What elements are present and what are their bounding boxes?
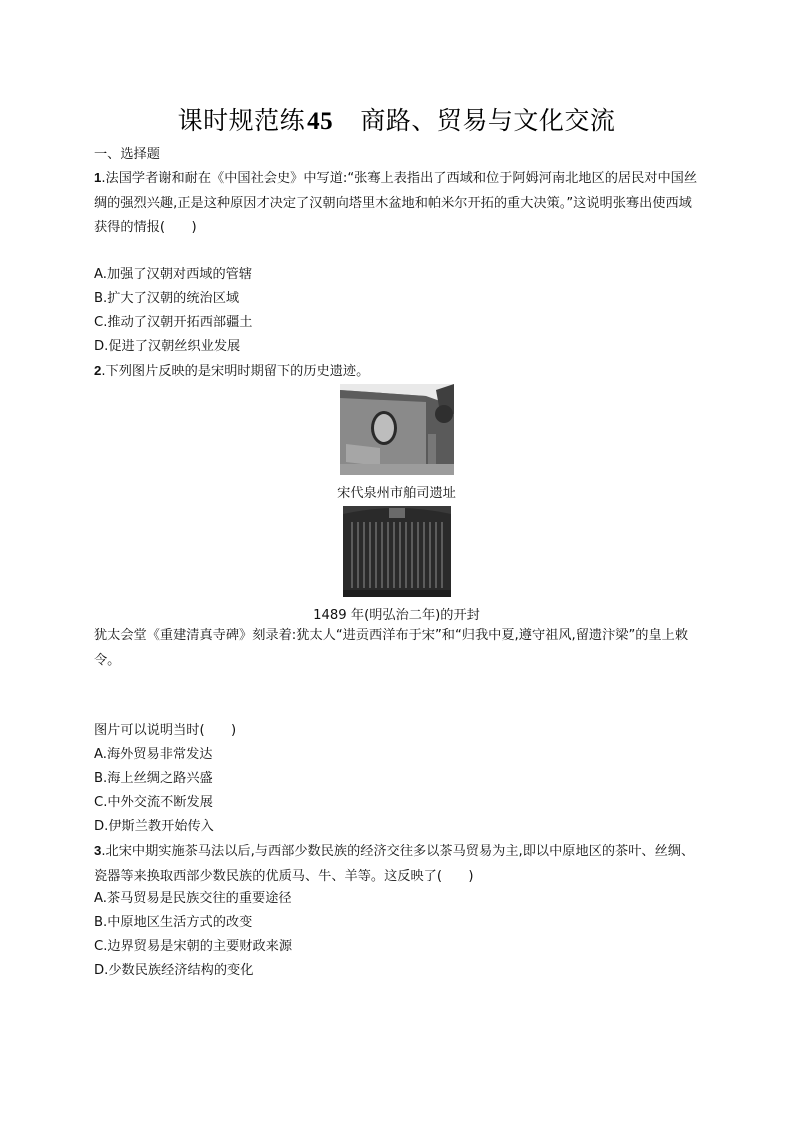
title-number: 45 — [307, 108, 334, 135]
title-prefix: 课时规范练 — [177, 106, 306, 135]
question-1-text: .法国学者谢和耐在《中国社会史》中写道:“张骞上表指出了西域和位于阿姆河南北地区的居民对中国丝绸的强烈兴趣,正是这种原因才决定了汉朝向塔里木盆地和帕米尔开拓的重大决策。”这说明张骞出使西域获得的情报( ) — [94, 171, 698, 235]
question-1-option-c: C.推动了汉朝开拓西部疆土 — [94, 315, 253, 330]
question-3-number: 3 — [94, 843, 102, 858]
question-2-text: .下列图片反映的是宋明时期留下的历史遗迹。 — [101, 364, 370, 379]
image-1-caption: 宋代泉州市舶司遗址 — [337, 486, 456, 501]
question-3-option-a: A.茶马贸易是民族交往的重要途径 — [94, 891, 292, 906]
title-suffix: 商路、贸易与文化交流 — [360, 106, 616, 135]
page-title — [0, 101, 793, 137]
question-1-option-a: A.加强了汉朝对西域的管辖 — [94, 267, 253, 282]
section-heading: 一、选择题 — [94, 147, 160, 162]
question-2-option-b: B.海上丝绸之路兴盛 — [94, 771, 213, 786]
question-3-stem — [94, 839, 700, 889]
image-2-caption: 1489 年(明弘治二年)的开封 — [313, 608, 480, 623]
question-2-continuation: 犹太会堂《重建清真寺碑》刻录着:犹太人“进贡西洋布于宋”和“归我中夏,遵守祖风,留遗汴梁”的皇上敕令。 — [94, 628, 689, 668]
question-2-stem — [94, 362, 369, 381]
question-1-option-b: B.扩大了汉朝的统治区域 — [94, 291, 240, 306]
quanzhou-site-photo — [340, 384, 454, 475]
kaifeng-stele-photo — [343, 506, 451, 597]
question-2-option-c: C.中外交流不断发展 — [94, 795, 213, 810]
question-1-number: 1 — [94, 170, 102, 185]
question-3-option-b: B.中原地区生活方式的改变 — [94, 915, 253, 930]
question-2-option-a: A.海外贸易非常发达 — [94, 747, 213, 762]
question-2-question: 图片可以说明当时( ) — [94, 723, 237, 738]
question-2-option-d: D.伊斯兰教开始传入 — [94, 819, 214, 834]
question-1-option-d: D.促进了汉朝丝织业发展 — [94, 339, 241, 354]
question-1-stem — [94, 166, 700, 241]
question-3-option-c: C.边界贸易是宋朝的主要财政来源 — [94, 939, 293, 954]
question-3-text: .北宋中期实施茶马法以后,与西部少数民族的经济交往多以茶马贸易为主,即以中原地区的茶叶、丝绸、瓷器等来换取西部少数民族的优质马、牛、羊等。这反映了( ) — [94, 844, 695, 884]
question-2-number: 2 — [94, 363, 102, 378]
question-3-option-d: D.少数民族经济结构的变化 — [94, 963, 254, 978]
